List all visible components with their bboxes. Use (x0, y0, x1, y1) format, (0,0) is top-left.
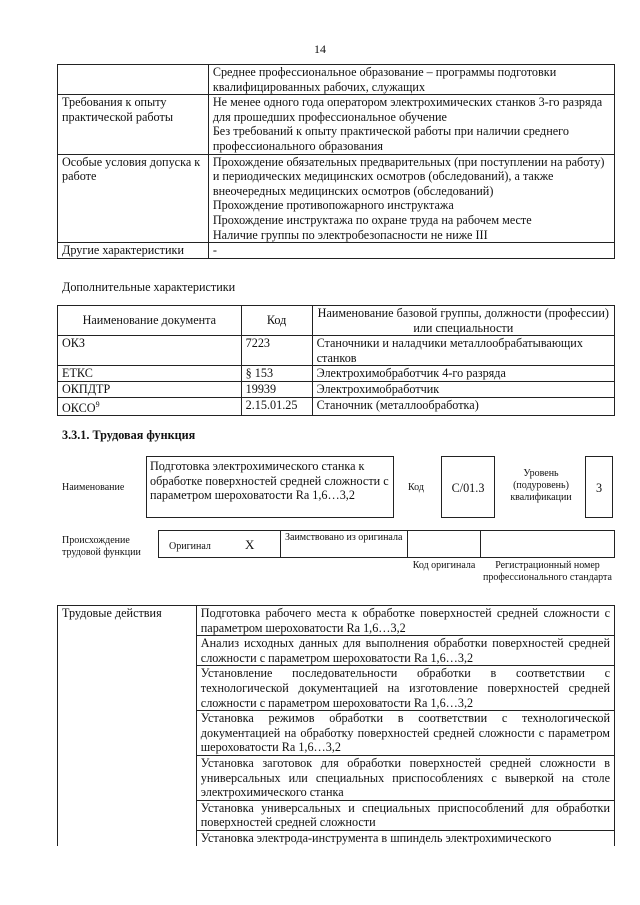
footnote-mark: 9 (95, 399, 100, 409)
row-value: Не менее одного года оператором электрохимических станков 3-го разряда для прошедших профессиональное обучение Без требований к опыту практической работы при наличии среднего профессионального образования (208, 95, 614, 154)
actions-label: Трудовые действия (58, 606, 197, 846)
row-value: Среднее профессиональное образование – программы подготовки квалифицированных рабочих, служащих (208, 65, 614, 95)
original-label: Оригинал (169, 541, 211, 552)
name-cell: Электрохимобработчик 4-го разряда (312, 366, 614, 382)
additional-table (57, 305, 615, 416)
action-item: Анализ исходных данных для выполнения обработки поверхностей средней сложности с параметром шероховатости Ra 1,6…3,2 (196, 636, 614, 666)
name-label: Наименование (62, 482, 125, 493)
table-row (58, 366, 615, 382)
borrowed-label: Заимствовано из оригинала (285, 532, 403, 543)
table-row (58, 154, 615, 243)
original-mark: X (245, 537, 255, 552)
table-row (58, 606, 615, 636)
doc-cell: ЕТКС (58, 366, 242, 382)
function-heading: 3.3.1. Трудовая функция (62, 428, 196, 442)
function-name-box: Подготовка электрохимического станка к обработке поверхностей средней сложности с параметром шероховатости Ra 1,6…3,2 (146, 456, 394, 518)
table-row (58, 243, 615, 259)
reg-number-caption: Регистрационный номер профессионального стандарта (483, 560, 612, 583)
row-value: - (208, 243, 614, 259)
table-header-row (58, 306, 615, 336)
function-code-box: С/01.3 (441, 456, 495, 518)
doc-cell: ОКСО$^9$ (58, 397, 242, 416)
name-cell: Станочники и наладчики металлообрабатывающих станков (312, 336, 614, 366)
table-row (58, 65, 615, 95)
code-cell: 7223 (241, 336, 312, 366)
doc-cell: ОКПДТР (58, 381, 242, 397)
code-label: Код (408, 482, 424, 493)
qualification-table (57, 64, 615, 259)
code-cell: 19939 (241, 381, 312, 397)
doc-cell: ОКЗ (58, 336, 242, 366)
additional-heading: Дополнительные характеристики (62, 280, 236, 294)
code-cell: 2.15.01.25 (241, 397, 312, 416)
page-number: 14 (314, 42, 326, 56)
action-item: Установка режимов обработки в соответствии с технологической документацией на обработку поверхностей средней сложности с параметром шероховатости Ra 1,6…3,2 (196, 711, 614, 756)
code-original-caption: Код оригинала (412, 560, 476, 571)
action-item: Установление последовательности обработки в соответствии с технологической документацией на изготовление поверхностей средней сложности с параметром шероховатости Ra 1,6…3,2 (196, 666, 614, 711)
table-row (58, 397, 615, 416)
row-value: Прохождение обязательных предварительных (при поступлении на работу) и периодических медицинских осмотров (обследований), а также внеочередных медицинских осмотров (обследований) Прохождение противопожарного инструктажа Прохождение инструктажа по охране труда на рабочем месте Наличие группы по электробезопасности не ниже III (208, 154, 614, 243)
code-original-box (407, 530, 481, 558)
action-item: Установка универсальных и специальных приспособлений для обработки поверхностей средней сложности (196, 800, 614, 830)
action-item: Установка электрода-инструмента в шпиндель электрохимического (196, 830, 614, 845)
row-label: Особые условия допуска к работе (58, 154, 209, 243)
table-row (58, 95, 615, 154)
name-cell: Электрохимобработчик (312, 381, 614, 397)
name-cell: Станочник (металлообработка) (312, 397, 614, 416)
actions-table (57, 605, 615, 846)
row-label: Требования к опыту практической работы (58, 95, 209, 154)
header-doc: Наименование документа (58, 306, 242, 336)
reg-number-box (480, 530, 615, 558)
level-label: Уровень (подуровень) квалификации (510, 468, 572, 503)
row-label (58, 65, 209, 95)
row-label: Другие характеристики (58, 243, 209, 259)
header-code: Код (241, 306, 312, 336)
code-cell: § 153 (241, 366, 312, 382)
action-item: Установка заготовок для обработки поверхностей средней сложности в универсальных или специальных приспособлениях с выверкой на столе электрохимического станка (196, 755, 614, 800)
divider (280, 530, 281, 558)
table-row (58, 381, 615, 397)
level-box: 3 (585, 456, 613, 518)
table-row (58, 336, 615, 366)
header-name: Наименование базовой группы, должности (профессии) или специальности (312, 306, 614, 336)
action-item: Подготовка рабочего места к обработке поверхностей средней сложности с параметром шероховатости Ra 1,6…3,2 (196, 606, 614, 636)
origin-label: Происхождение трудовой функции (62, 535, 141, 558)
